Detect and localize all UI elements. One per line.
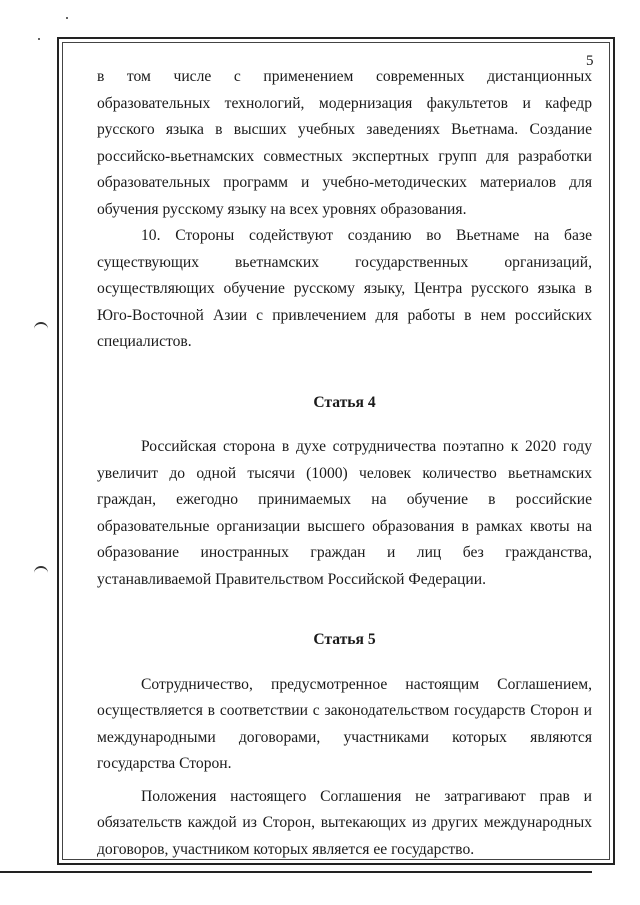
punch-hole-mark [34,566,48,574]
article-5-text-2: Положения настоящего Соглашения не затрагивают прав и обязательств каждой из Сторон, вытекающих из других международных договоров, участником которых является ее государство. [97,787,592,858]
document-body [97,64,592,863]
page-number: 5 [586,53,594,69]
article-4-text: Российская сторона в духе сотрудничества поэтапно к 2020 году увеличит до одной тысячи (1000) человек количество вьетнамских граждан, ежегодно принимаемых на обучение в российские образовательные организации высшего образования в рамках квоты на образование иностранных граждан и лиц без гражданства, устанавливаемой Правительством Российской Федерации. [97,438,592,588]
scan-speck [38,38,40,40]
paragraph-item-10: 10. Стороны содействуют созданию во Вьетнаме на базе существующих вьетнамских государственных организаций, осуществляющих обучение русскому языку, Центра русского языка в Юго-Восточной Азии с привлечением для работы в нем российских специалистов. [97,227,592,350]
scan-bottom-edge [0,871,592,873]
article-5-text-1: Сотрудничество, предусмотренное настоящим Соглашением, осуществляется в соответствии с законодательством государств Сторон и международными договорами, участниками которых являются государства Сторон. [97,675,592,772]
scan-speck [66,17,68,19]
paragraph-continuation: в том числе с применением современных дистанционных образовательных технологий, модернизация факультетов и кафедр русского языка в высших учебных заведениях Вьетнама. Создание российско-вьетнамских совместных экспертных групп для разработки образовательных программ и учебно-методических материалов для обучения русскому языку на всех уровнях образования. [97,68,592,218]
article-5-title: Статья 5 [313,631,376,648]
punch-hole-mark [34,322,48,330]
article-4-title: Статья 4 [313,393,376,411]
